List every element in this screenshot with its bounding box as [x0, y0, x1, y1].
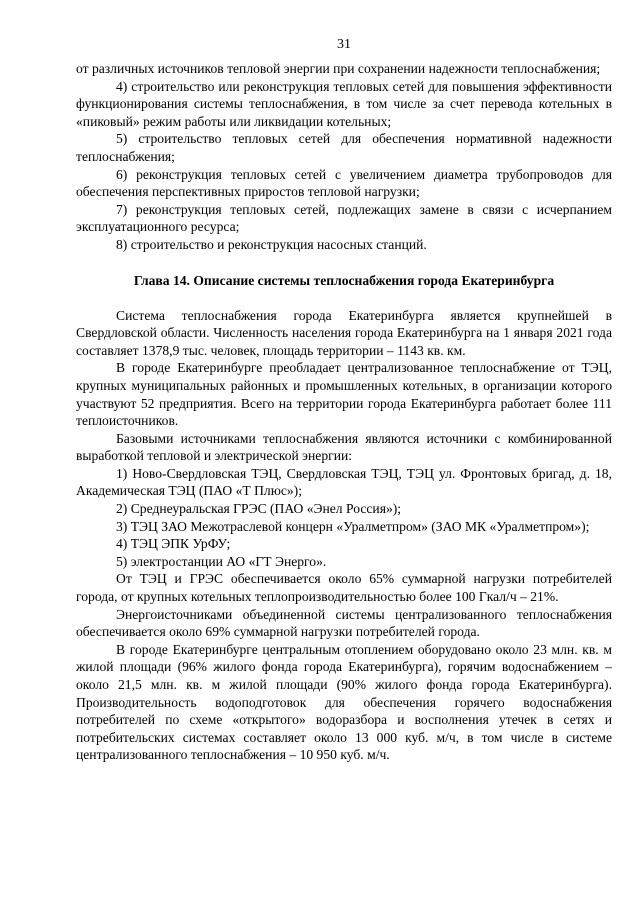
list-item: 8) строительство и реконструкция насосных станций. — [116, 236, 427, 252]
document-text — [76, 60, 612, 764]
list-item: 5) электростанции АО «ГТ Энерго». — [116, 553, 327, 569]
list-item: 7) реконструкция тепловых сетей, подлежащих замене в связи с исчерпанием эксплуатационного ресурса; — [76, 201, 612, 235]
list-item: 4) ТЭЦ ЭПК УрФУ; — [116, 536, 231, 552]
paragraph: В городе Екатеринбурге преобладает централизованное теплоснабжение от ТЭЦ, крупных муниципальных районных и промышленных котельных, в организации которого участвуют 52 предприятия. Всего на территории города Екатеринбурга работает более 111 теплоисточников. — [76, 360, 612, 429]
paragraph: В городе Екатеринбурге центральным отоплением оборудовано около 23 млн. кв. м жилой площади (96% жилого фонда города Екатеринбурга), горячим водоснабжением – около 21,5 млн. кв. м жилой площади (90% жилого фонда города Екатеринбурга). Производительность водоподготовок для обеспечения горячего водоснабжения потребителей по схеме «открытого» водоразбора и восполнения утечек в сетях и потребительских системах составляет около 13 000 куб. м/ч, в том числе в системе централизованного теплоснабжения – 10 950 куб. м/ч. — [76, 641, 612, 763]
page-number: 31 — [337, 37, 351, 52]
list-item: 2) Среднеуральская ГРЭС (ПАО «Энел Россия»); — [116, 501, 402, 517]
paragraph: от различных источников тепловой энергии при сохранении надежности теплоснабжения; — [76, 61, 601, 76]
list-item: 4) строительство или реконструкция тепловых сетей для повышения эффективности функционирования системы теплоснабжения, в том числе за счет перевода котельных в «пиковый» режим работы или ликвидации котельных; — [76, 78, 612, 129]
list-item: 1) Ново-Свердловская ТЭЦ, Свердловская ТЭЦ, ТЭЦ ул. Фронтовых бригад, д. 18, Академическая ТЭЦ (ПАО «Т Плюс»); — [76, 465, 612, 499]
list-item: 6) реконструкция тепловых сетей с увеличением диаметра трубопроводов для обеспечения перспективных приростов тепловой нагрузки; — [76, 166, 612, 200]
chapter-title: Глава 14. Описание системы теплоснабжения города Екатеринбурга — [133, 272, 555, 288]
paragraph: Система теплоснабжения города Екатеринбурга является крупнейшей в Свердловской области. Численность населения города Екатеринбурга на 1 января 2021 года составляет 1378,9 тыс. человек, площадь территории – 1143 кв. км. — [76, 307, 612, 358]
paragraph: От ТЭЦ и ГРЭС обеспечивается около 65% суммарной нагрузки потребителей города, от крупных котельных теплопроизводительностью более 100 Гкал/ч – 21%. — [76, 571, 612, 605]
paragraph: Базовыми источниками теплоснабжения являются источники с комбинированной выработкой тепловой и электрической энергии: — [76, 430, 612, 464]
paragraph: Энергоисточниками объединенной системы централизованного теплоснабжения обеспечивается около 69% суммарной нагрузки потребителей города. — [76, 606, 612, 640]
list-item: 3) ТЭЦ ЗАО Межотраслевой концерн «Уралметпром» (ЗАО МК «Уралметпром»); — [116, 518, 590, 534]
list-item: 5) строительство тепловых сетей для обеспечения нормативной надежности теплоснабжения; — [76, 131, 612, 164]
